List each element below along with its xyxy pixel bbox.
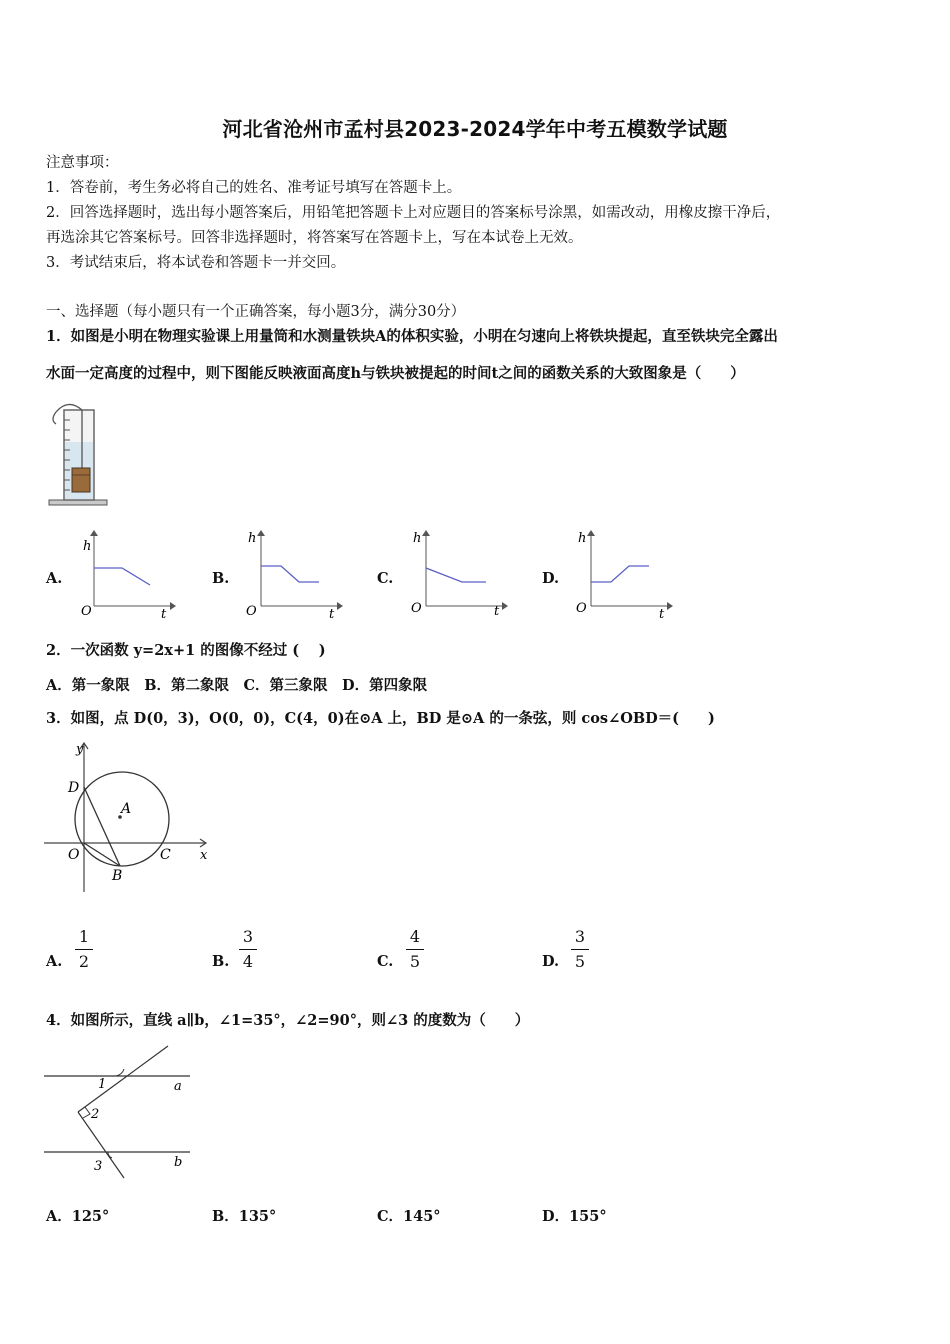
q4-parallel-lines-figure: [44, 1042, 204, 1182]
q3-label-o: O: [68, 847, 80, 863]
q1-option-d-label: D.: [542, 570, 560, 587]
q3-stem: 3．如图，点 D(0，3)，O(0，0)，C(4，0)在⊙A 上，BD 是⊙A 的一条弦，则 cos∠OBD＝( ): [46, 710, 715, 727]
q3-option-c-numerator: 4: [409, 927, 421, 946]
q4-label-angle-3: 3: [94, 1159, 103, 1174]
q1-graph-a: [76, 530, 176, 620]
q1-graph-d: [573, 530, 673, 620]
q3-circle-figure: [44, 735, 214, 895]
q4-option-b: B．135°: [212, 1208, 277, 1225]
q4-option-d: D．155°: [542, 1208, 607, 1225]
q4-stem: 4．如图所示，直线 a∥b，∠1=35°，∠2=90°，则∠3 的度数为（ ）: [46, 1012, 530, 1029]
q1-stem-line2: 水面一定高度的过程中，则下图能反映液面高度h与铁块被提起的时间t之间的函数关系的大致图象是（ ）: [46, 365, 745, 382]
notice-item-1: 1．答卷前，考生务必将自己的姓名、准考证号填写在答题卡上。: [46, 180, 462, 196]
q1-graph-a-origin-label: O: [81, 604, 92, 619]
q1-graph-a-h-label: h: [83, 539, 92, 554]
q3-option-d-numerator: 3: [574, 927, 586, 946]
q3-label-d: D: [68, 780, 80, 796]
q3-label-b: B: [112, 868, 123, 884]
q3-option-c-label: C.: [377, 953, 394, 970]
notice-item-2-cont: 再选涂其它答案标号。回答非选择题时，将答案写在答题卡上，写在本试卷上无效。: [46, 230, 583, 246]
q1-graph-c-origin-label: O: [411, 601, 422, 616]
q3-label-c: C: [160, 847, 171, 863]
q3-label-a: A: [121, 801, 132, 817]
q3-label-x: x: [200, 848, 208, 863]
q1-beaker-figure: [46, 400, 116, 508]
q3-option-a-numerator: 1: [78, 927, 90, 946]
q1-stem-line1: 1．如图是小明在物理实验课上用量筒和水测量铁块A的体积实验，小明在匀速向上将铁块提起，直至铁块完全露出: [46, 328, 778, 345]
q4-option-c: C．145°: [377, 1208, 441, 1225]
q3-option-a-fraction: [73, 927, 95, 972]
q2-options: A．第一象限 B．第二象限 C．第三象限 D．第四象限: [46, 677, 428, 694]
section-heading: 一、选择题（每小题只有一个正确答案，每小题3分，满分30分）: [46, 304, 466, 320]
q1-graph-b-t-label: t: [329, 607, 335, 622]
q1-graph-d-origin-label: O: [576, 601, 587, 616]
q1-graph-b-origin-label: O: [246, 604, 257, 619]
q3-option-d-fraction: [569, 927, 591, 972]
q1-graph-c-t-label: t: [494, 604, 500, 619]
q3-option-c-denominator: 5: [409, 952, 421, 971]
q4-label-angle-2: 2: [91, 1107, 100, 1122]
q3-option-d-denominator: 5: [574, 952, 586, 971]
notice-item-3: 3．考试结束后，将本试卷和答题卡一并交回。: [46, 255, 346, 271]
q1-option-a-label: A.: [46, 570, 63, 587]
q1-graph-d-h-label: h: [578, 531, 587, 546]
q3-option-b-label: B.: [212, 953, 230, 970]
q1-graph-c-h-label: h: [413, 531, 422, 546]
q2-stem: 2．一次函数 y=2x+1 的图像不经过 ( ): [46, 642, 326, 659]
q4-label-angle-1: 1: [98, 1077, 107, 1092]
q3-option-b-denominator: 4: [242, 952, 254, 971]
q1-graph-d-t-label: t: [659, 607, 665, 622]
notice-item-2: 2．回答选择题时，选出每小题答案后，用铅笔把答题卡上对应题目的答案标号涂黑，如需改动，用橡皮擦干净后，: [46, 205, 781, 221]
q3-label-y: y: [76, 742, 84, 757]
q1-graph-b: [243, 530, 343, 620]
q1-graph-c: [408, 530, 508, 620]
q1-option-b-label: B.: [212, 570, 230, 587]
q3-option-c-fraction: [404, 927, 426, 972]
page-title: 河北省沧州市孟村县2023-2024学年中考五模数学试题: [222, 117, 728, 141]
q1-graph-b-h-label: h: [248, 531, 257, 546]
q4-label-line-a: a: [174, 1079, 182, 1094]
q3-option-a-label: A.: [46, 953, 63, 970]
q1-graph-a-t-label: t: [161, 607, 167, 622]
q3-option-a-denominator: 2: [78, 952, 90, 971]
q3-option-b-fraction: [237, 927, 259, 972]
q1-option-c-label: C.: [377, 570, 394, 587]
q4-option-a: A．125°: [46, 1208, 110, 1225]
q3-option-b-numerator: 3: [242, 927, 254, 946]
notice-heading: 注意事项：: [46, 155, 119, 171]
q4-label-line-b: b: [174, 1155, 183, 1170]
q3-option-d-label: D.: [542, 953, 560, 970]
